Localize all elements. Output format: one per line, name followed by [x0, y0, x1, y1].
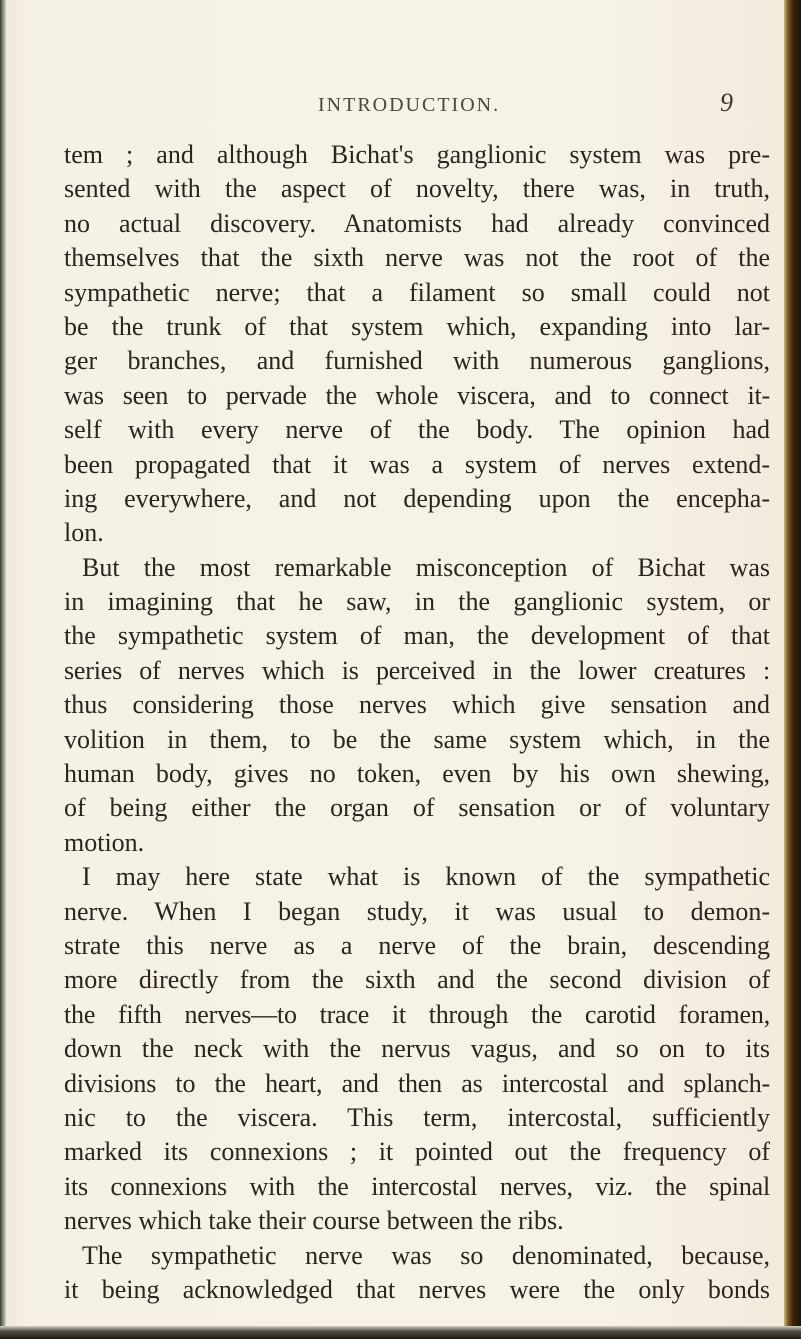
text-line: series of nerves which is perceived in the lower creatures :	[64, 655, 770, 685]
text-line: the sympathetic system of man, the development of that	[64, 621, 770, 651]
text-line: lon.	[64, 518, 104, 548]
page-fore-edge	[784, 0, 801, 1339]
text-line: marked its connexions ; it pointed out the frequency of	[64, 1137, 770, 1167]
running-head: INTRODUCTION.	[318, 94, 501, 116]
text-line: motion.	[64, 827, 145, 857]
text-line: nerves which take their course between the ribs.	[64, 1206, 564, 1236]
text-line: it being acknowledged that nerves were the only bonds	[64, 1274, 770, 1304]
page-bottom-edge	[0, 1326, 801, 1339]
text-line: of being either the organ of sensation or of voluntary	[64, 793, 770, 823]
text-line: nic to the viscera. This term, intercostal, sufficiently	[64, 1102, 770, 1132]
text-line: divisions to the heart, and then as intercostal and splanch-	[64, 1068, 770, 1098]
text-line: ger branches, and furnished with numerous ganglions,	[64, 346, 770, 376]
text-line: tem ; and although Bichat's ganglionic system was pre-	[64, 140, 770, 169]
text-line: themselves that the sixth nerve was not the root of the	[64, 243, 770, 273]
text-line: nerve. When I began study, it was usual to demon-	[64, 896, 770, 926]
text-line: sented with the aspect of novelty, there was, in truth,	[64, 174, 770, 204]
page-header	[100, 88, 760, 128]
text-line: be the trunk of that system which, expanding into lar-	[64, 311, 770, 341]
body-text	[64, 138, 770, 1307]
text-line: volition in them, to be the same system which, in the	[64, 724, 770, 754]
text-line: no actual discovery. Anatomists had already convinced	[64, 208, 770, 238]
text-line: down the neck with the nervus vagus, and so on to its	[64, 1034, 770, 1064]
text-line: its connexions with the intercostal nerves, viz. the spinal	[64, 1171, 770, 1201]
text-line: strate this nerve as a nerve of the brain, descending	[64, 930, 770, 960]
text-line: thus considering those nerves which give sensation and	[64, 690, 770, 720]
text-line: the fifth nerves—to trace it through the carotid foramen,	[64, 999, 770, 1029]
text-line: was seen to pervade the whole viscera, and to connect it-	[64, 380, 770, 410]
page-number: 9	[720, 88, 733, 117]
text-line: The sympathetic nerve was so denominated, because,	[82, 1240, 770, 1270]
text-line: But the most remarkable misconception of Bichat was	[82, 552, 770, 582]
text-line: ing everywhere, and not depending upon the encepha-	[64, 483, 770, 513]
text-line: more directly from the sixth and the second division of	[64, 965, 770, 995]
text-line: been propagated that it was a system of nerves extend-	[64, 449, 770, 479]
text-line: sympathetic nerve; that a filament so small could not	[64, 277, 770, 307]
text-line: in imagining that he saw, in the ganglionic system, or	[64, 587, 770, 617]
text-line: I may here state what is known of the sympathetic	[82, 862, 770, 892]
page-gutter-edge	[0, 0, 6, 1339]
text-line: self with every nerve of the body. The opinion had	[64, 415, 770, 445]
text-line: human body, gives no token, even by his own shewing,	[64, 759, 770, 789]
